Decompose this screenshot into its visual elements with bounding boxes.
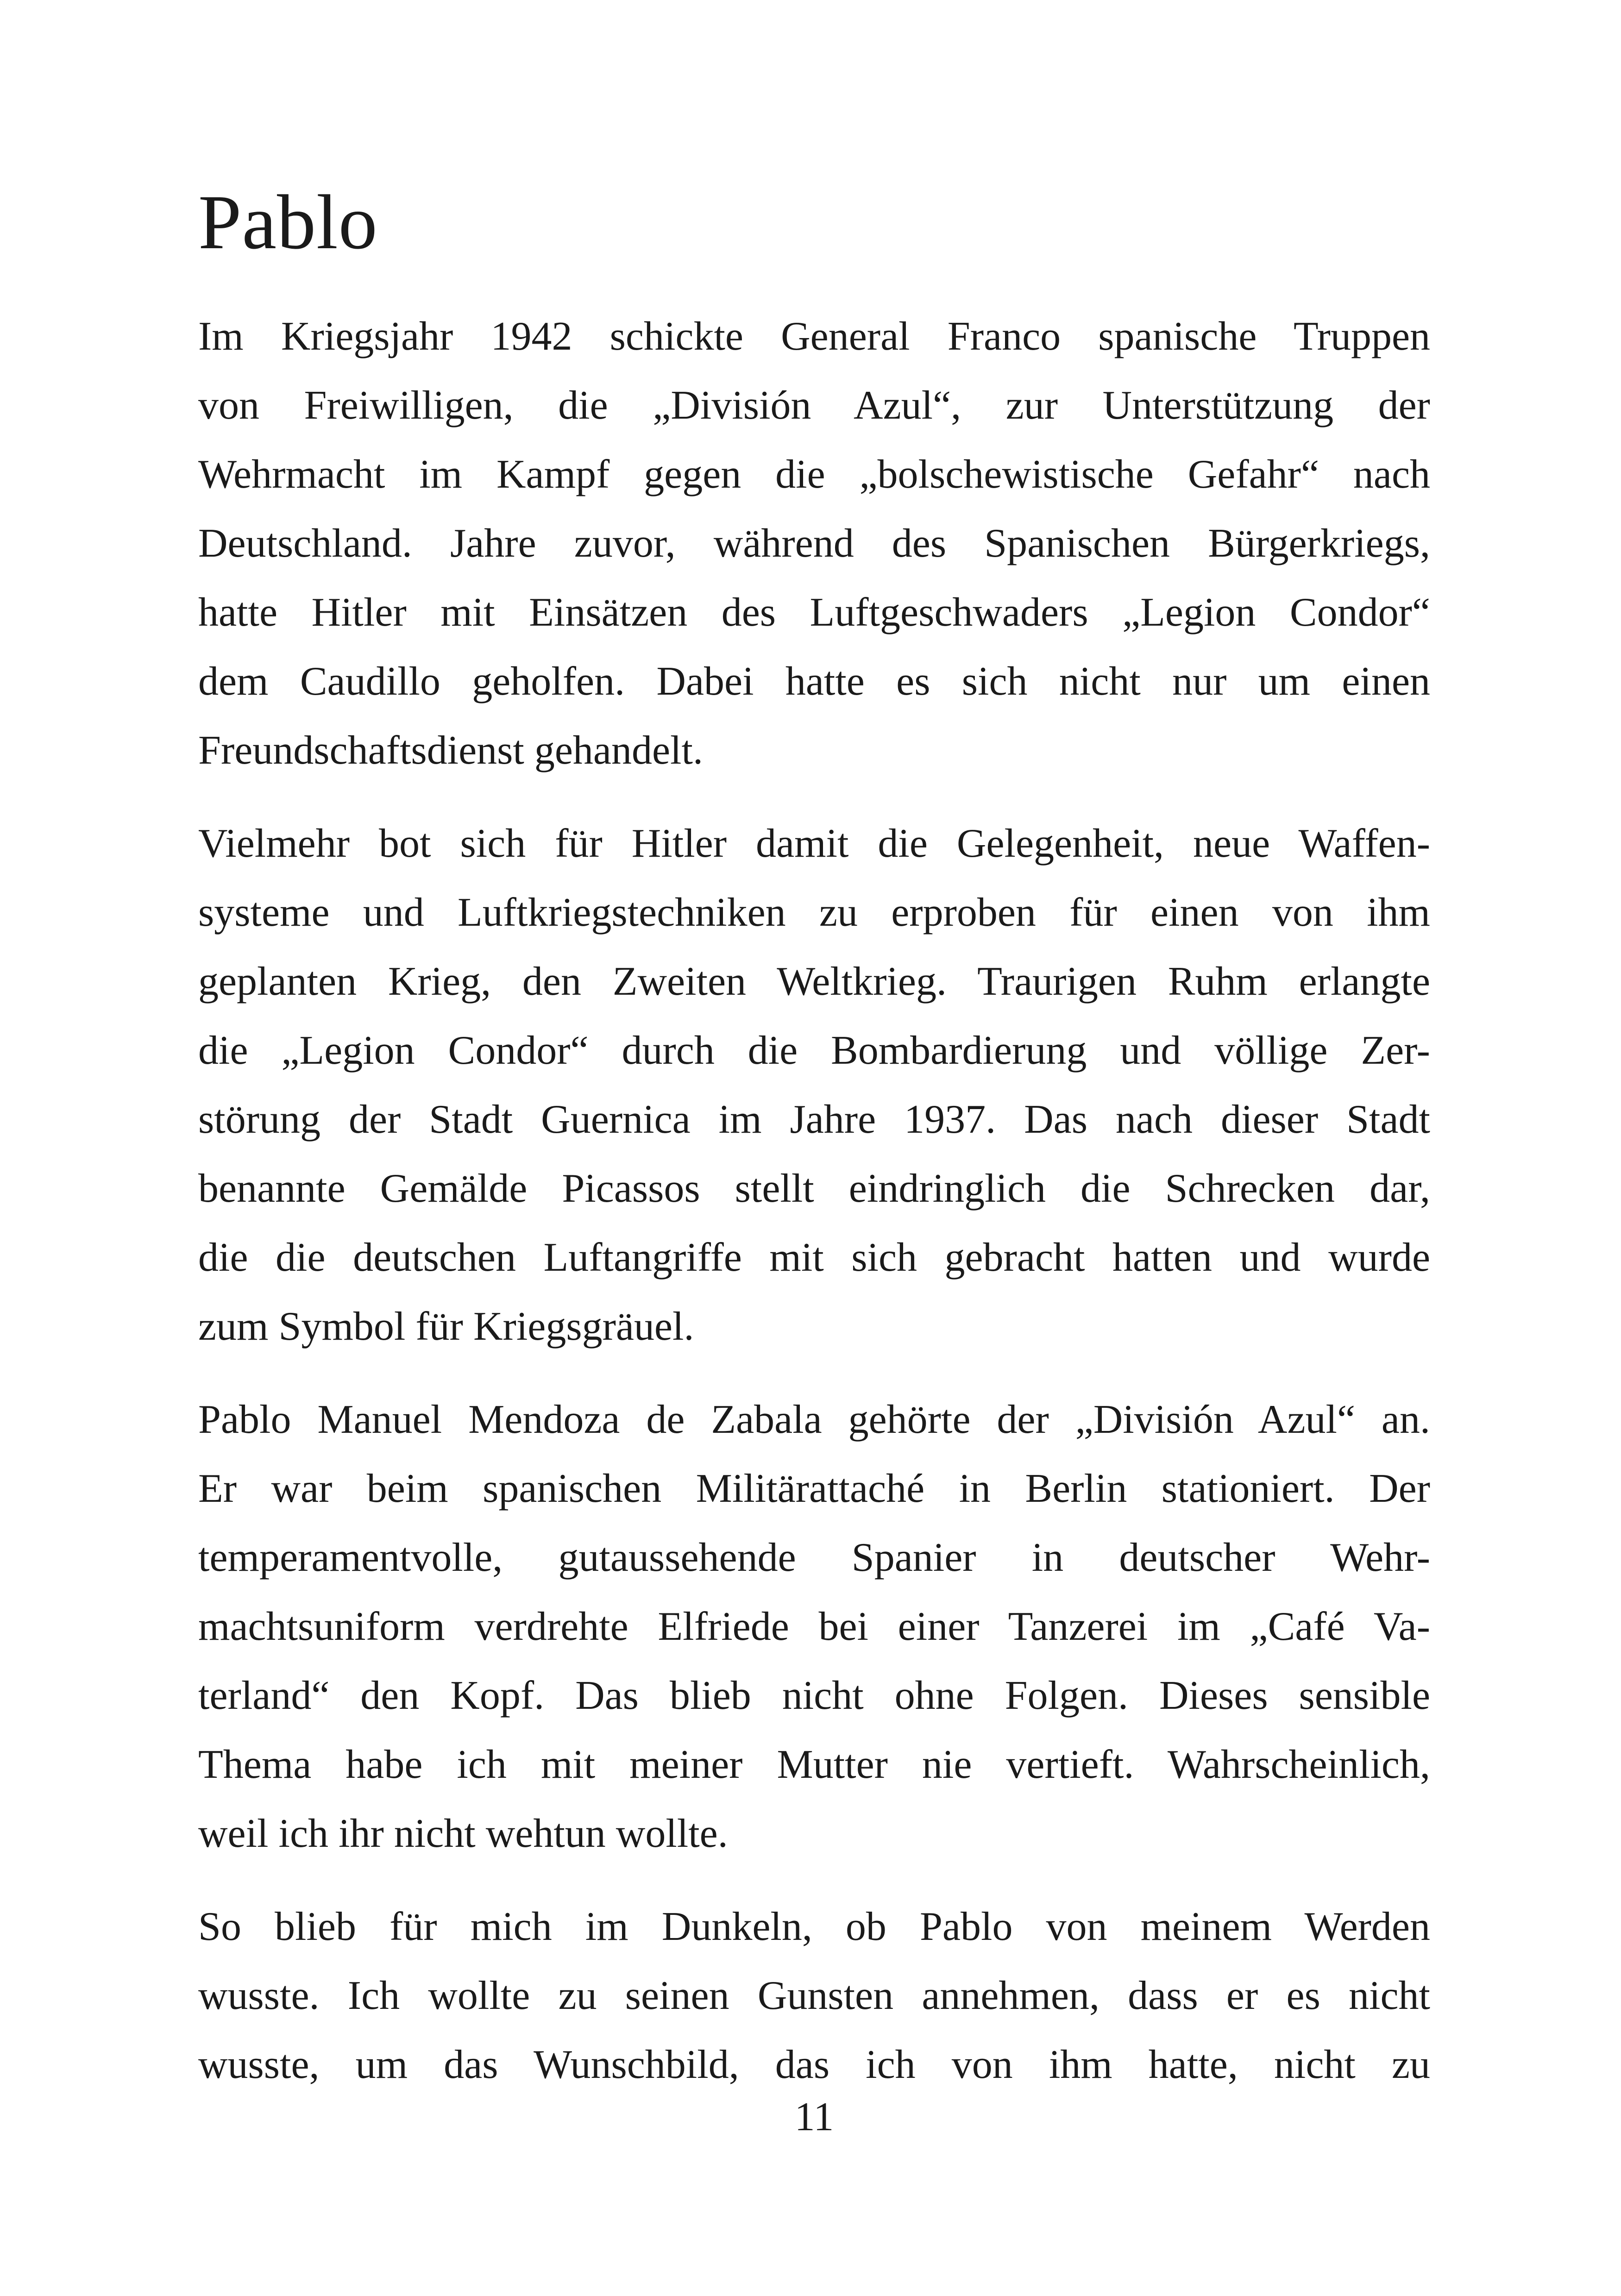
text-line: dem Caudillo geholfen. Dabei hatte es sich nicht nur um einen xyxy=(198,659,1430,704)
text-line: systeme und Luftkriegstechniken zu erproben für einen von ihm xyxy=(198,890,1430,935)
text-line: Freundschaftsdienst gehandelt. xyxy=(198,728,703,773)
page-number: 11 xyxy=(794,2095,834,2139)
text-line: die „Legion Condor“ durch die Bombardierung und völlige Zer- xyxy=(198,1028,1430,1073)
text-line: temperamentvolle, gutaussehende Spanier in deutscher Wehr- xyxy=(198,1535,1430,1580)
text-line: benannte Gemälde Picassos stellt eindringlich die Schrecken dar, xyxy=(198,1166,1430,1211)
paragraph-1 xyxy=(198,302,1430,785)
text-line: Thema habe ich mit meiner Mutter nie vertieft. Wahrscheinlich, xyxy=(198,1742,1430,1787)
text-line: geplanten Krieg, den Zweiten Weltkrieg. Traurigen Ruhm erlangte xyxy=(198,959,1430,1004)
text-line: machtsuniform verdrehte Elfriede bei einer Tanzerei im „Café Va- xyxy=(198,1604,1430,1649)
text-line: zum Symbol für Kriegsgräuel. xyxy=(198,1304,694,1349)
text-line: Vielmehr bot sich für Hitler damit die Gelegenheit, neue Waffen- xyxy=(198,821,1430,866)
text-line: Er war beim spanischen Militärattaché in Berlin stationiert. Der xyxy=(198,1466,1430,1511)
text-line: die die deutschen Luftangriffe mit sich gebracht hatten und wurde xyxy=(198,1235,1430,1280)
chapter-title: Pablo xyxy=(198,179,378,265)
text-line: terland“ den Kopf. Das blieb nicht ohne Folgen. Dieses sensible xyxy=(198,1673,1430,1718)
paragraph-4 xyxy=(198,1892,1430,2099)
text-line: weil ich ihr nicht wehtun wollte. xyxy=(198,1811,728,1856)
text-line: störung der Stadt Guernica im Jahre 1937. Das nach dieser Stadt xyxy=(198,1097,1430,1142)
text-line: wusste, um das Wunschbild, das ich von ihm hatte, nicht zu xyxy=(198,2042,1430,2087)
text-line: Deutschland. Jahre zuvor, während des Spanischen Bürgerkriegs, xyxy=(198,521,1430,566)
text-line: Pablo Manuel Mendoza de Zabala gehörte der „División Azul“ an. xyxy=(198,1397,1430,1442)
body-text xyxy=(198,302,1430,2123)
book-page xyxy=(198,0,1430,2296)
text-line: Im Kriegsjahr 1942 schickte General Franco spanische Truppen xyxy=(198,314,1430,359)
text-line: von Freiwilligen, die „División Azul“, zur Unterstützung der xyxy=(198,383,1430,428)
paragraph-2 xyxy=(198,809,1430,1361)
text-line: hatte Hitler mit Einsätzen des Luftgeschwaders „Legion Condor“ xyxy=(198,590,1430,635)
text-line: Wehrmacht im Kampf gegen die „bolschewistische Gefahr“ nach xyxy=(198,452,1430,497)
text-line: So blieb für mich im Dunkeln, ob Pablo von meinem Werden xyxy=(198,1904,1430,1949)
paragraph-3 xyxy=(198,1385,1430,1868)
text-line: wusste. Ich wollte zu seinen Gunsten annehmen, dass er es nicht xyxy=(198,1973,1430,2018)
